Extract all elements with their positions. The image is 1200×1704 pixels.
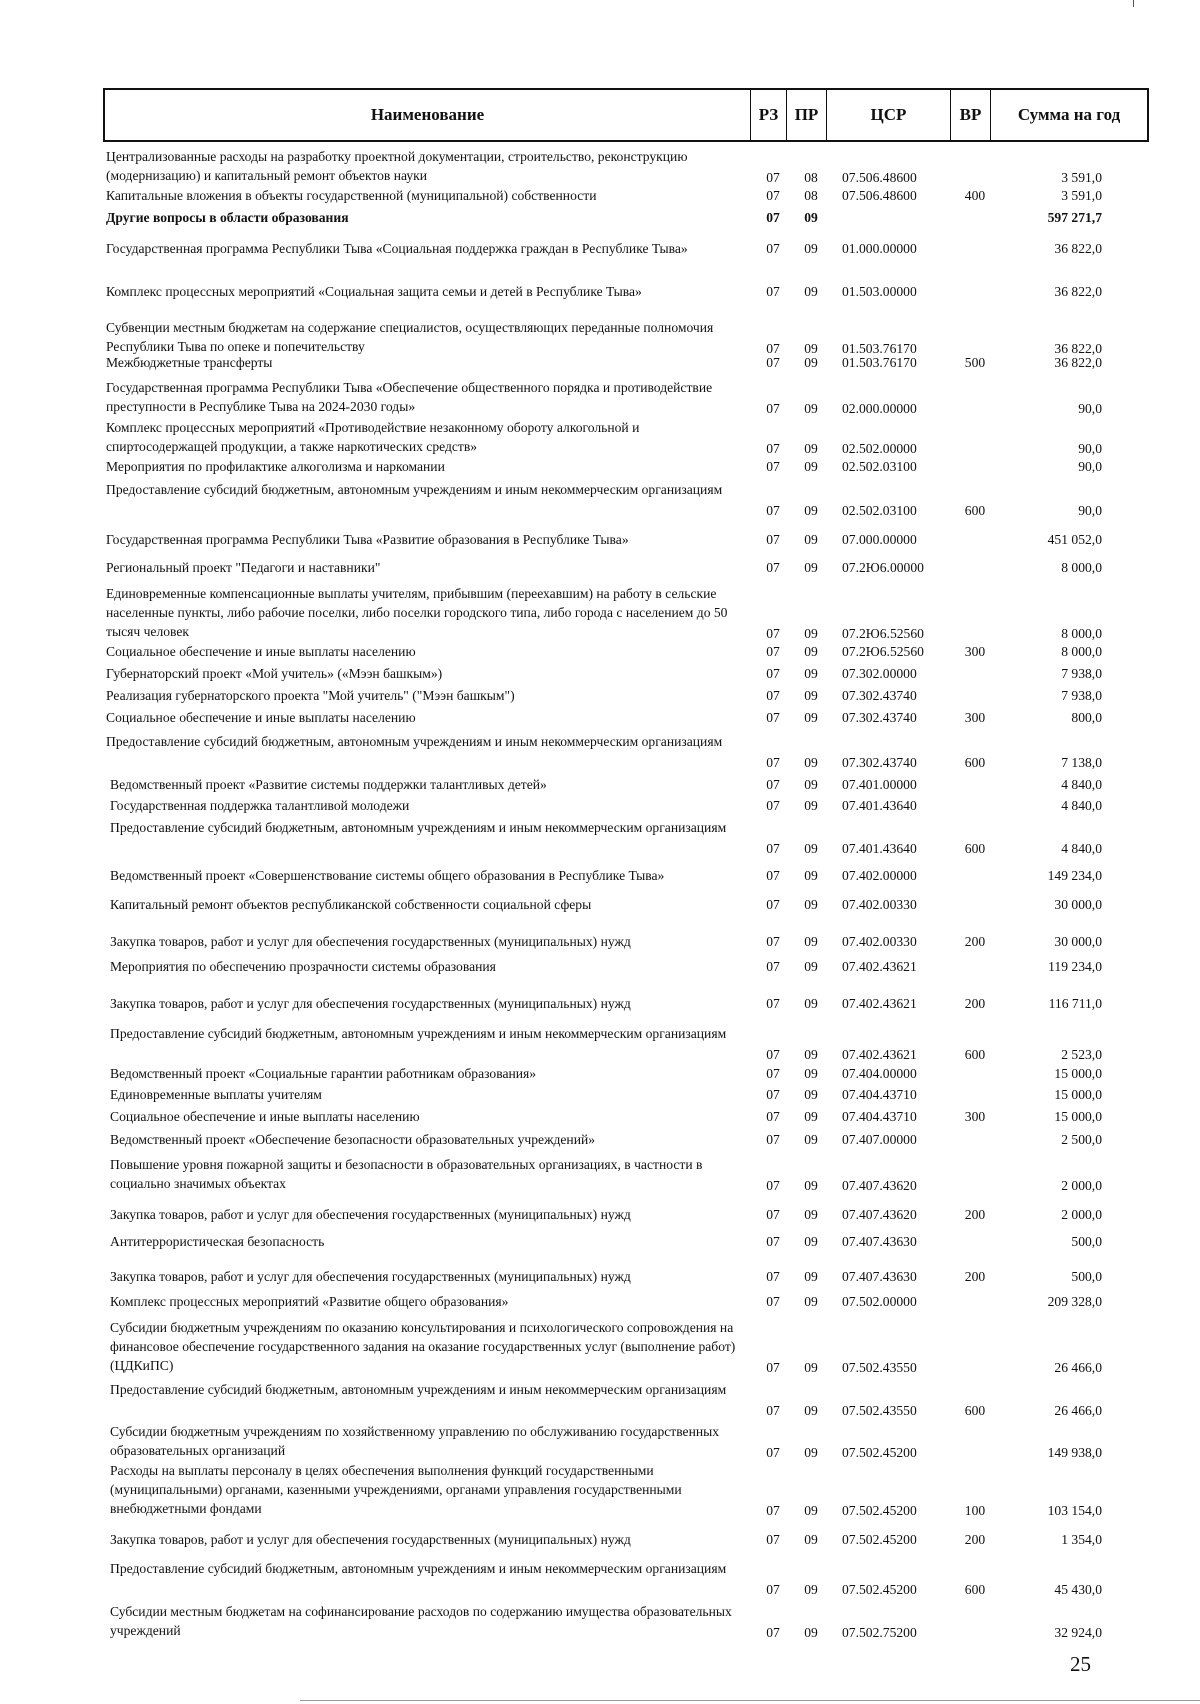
header-vr: ВР bbox=[951, 90, 991, 140]
row-sum: 209 328,0 bbox=[1047, 1294, 1102, 1309]
row-csr: 07.502.45200 bbox=[842, 1503, 917, 1518]
table-row bbox=[0, 1292, 1200, 1311]
row-csr: 07.401.00000 bbox=[842, 777, 917, 792]
row-name: Субсидии бюджетным учреждениям по хозяйственному управлению по обслуживанию государственных образовательных организаций bbox=[110, 1424, 720, 1458]
row-pr: 09 bbox=[804, 897, 818, 912]
row-pr: 09 bbox=[804, 1087, 818, 1102]
table-row bbox=[0, 1318, 1200, 1375]
row-csr: 07.502.00000 bbox=[842, 1294, 917, 1309]
row-name: Комплекс процессных мероприятий «Противодействие незаконному обороту алкогольной и спиртосодержащей продукции, а также наркотических средств» bbox=[106, 420, 640, 454]
row-vr: 200 bbox=[964, 1532, 986, 1547]
row-csr: 07.502.43550 bbox=[842, 1403, 917, 1418]
table-row bbox=[0, 1064, 1200, 1083]
row-pr: 09 bbox=[804, 1582, 818, 1597]
row-csr: 07.402.00330 bbox=[842, 897, 917, 912]
row-sum: 2 500,0 bbox=[1061, 1132, 1102, 1147]
table-row bbox=[0, 932, 1200, 951]
row-pr: 09 bbox=[804, 503, 818, 518]
row-pr: 09 bbox=[804, 1109, 818, 1124]
row-pr: 09 bbox=[804, 666, 818, 681]
header-name: Наименование bbox=[105, 90, 751, 140]
row-name: Предоставление субсидий бюджетным, автономным учреждениям и иным некоммерческим организациям bbox=[106, 482, 723, 497]
table-row bbox=[0, 186, 1200, 205]
row-rz: 07 bbox=[766, 1403, 780, 1418]
table-row bbox=[0, 775, 1200, 794]
header-sum: Сумма на год bbox=[1017, 105, 1121, 124]
row-name: Комплекс процессных мероприятий «Развитие общего образования» bbox=[110, 1294, 509, 1309]
row-sum: 15 000,0 bbox=[1054, 1109, 1102, 1124]
row-csr: 07.402.00330 bbox=[842, 934, 917, 949]
row-name: Закупка товаров, работ и услуг для обеспечения государственных (муниципальных) нужд bbox=[110, 996, 631, 1011]
row-sum: 116 711,0 bbox=[1048, 996, 1102, 1011]
row-sum: 8 000,0 bbox=[1061, 626, 1102, 641]
row-pr: 09 bbox=[804, 644, 818, 659]
row-vr: 600 bbox=[964, 755, 986, 770]
table-row bbox=[0, 1024, 1200, 1062]
row-sum: 500,0 bbox=[1071, 1269, 1102, 1284]
row-sum: 149 234,0 bbox=[1047, 868, 1102, 883]
row-pr: 09 bbox=[804, 688, 818, 703]
row-name: Предоставление субсидий бюджетным, автономным учреждениям и иным некоммерческим организациям bbox=[110, 1026, 727, 1041]
table-row bbox=[0, 480, 1200, 518]
row-rz: 07 bbox=[766, 934, 780, 949]
row-csr: 07.302.43740 bbox=[842, 755, 917, 770]
row-rz: 07 bbox=[766, 710, 780, 725]
row-name: Предоставление субсидий бюджетным, автономным учреждениям и иным некоммерческим организациям bbox=[106, 734, 723, 749]
row-rz: 07 bbox=[766, 1234, 780, 1249]
row-rz: 07 bbox=[766, 284, 780, 299]
row-name: Региональный проект "Педагоги и наставники" bbox=[106, 560, 381, 575]
row-csr: 07.402.43621 bbox=[842, 1047, 917, 1062]
table-row bbox=[0, 686, 1200, 705]
row-rz: 07 bbox=[766, 798, 780, 813]
row-csr: 07.502.43550 bbox=[842, 1360, 917, 1375]
row-name: Закупка товаров, работ и услуг для обеспечения государственных (муниципальных) нужд bbox=[110, 934, 631, 949]
row-name: Ведомственный проект «Социальные гарантии работникам образования» bbox=[110, 1066, 537, 1081]
row-sum: 7 138,0 bbox=[1061, 755, 1102, 770]
row-pr: 09 bbox=[804, 1066, 818, 1081]
table-row bbox=[0, 1130, 1200, 1149]
row-csr: 07.401.43640 bbox=[842, 841, 917, 856]
row-csr: 01.503.76170 bbox=[842, 355, 917, 370]
table-row bbox=[0, 353, 1200, 372]
row-vr: 100 bbox=[964, 1503, 986, 1518]
row-csr: 07.407.43620 bbox=[842, 1178, 917, 1193]
row-csr: 07.407.00000 bbox=[842, 1132, 917, 1147]
table-row bbox=[0, 895, 1200, 914]
row-csr: 07.402.43621 bbox=[842, 959, 917, 974]
row-rz: 07 bbox=[766, 1294, 780, 1309]
row-sum: 1 354,0 bbox=[1061, 1532, 1102, 1547]
table-row bbox=[0, 584, 1200, 641]
row-csr: 07.502.45200 bbox=[842, 1582, 917, 1597]
row-name: Социальное обеспечение и иные выплаты населению bbox=[110, 1109, 420, 1124]
row-sum: 90,0 bbox=[1078, 459, 1102, 474]
row-pr: 09 bbox=[804, 459, 818, 474]
row-csr: 07.502.45200 bbox=[842, 1532, 917, 1547]
row-sum: 500,0 bbox=[1071, 1234, 1102, 1249]
row-pr: 08 bbox=[804, 188, 818, 203]
row-name: Капитальные вложения в объекты государственной (муниципальной) собственности bbox=[106, 188, 597, 203]
row-sum: 36 822,0 bbox=[1054, 341, 1102, 356]
row-csr: 01.503.76170 bbox=[842, 341, 917, 356]
row-rz: 07 bbox=[766, 441, 780, 456]
row-sum: 2 523,0 bbox=[1061, 1047, 1102, 1062]
row-pr: 09 bbox=[804, 1625, 818, 1640]
row-csr: 07.407.43630 bbox=[842, 1234, 917, 1249]
row-rz: 07 bbox=[766, 1582, 780, 1597]
row-csr: 02.502.00000 bbox=[842, 441, 917, 456]
row-csr: 07.302.43740 bbox=[842, 710, 917, 725]
row-name: Мероприятия по обеспечению прозрачности системы образования bbox=[110, 959, 496, 974]
row-pr: 09 bbox=[804, 284, 818, 299]
row-pr: 09 bbox=[804, 532, 818, 547]
row-pr: 09 bbox=[804, 1132, 818, 1147]
row-name: Другие вопросы в области образования bbox=[106, 210, 349, 225]
header-pr: ПР bbox=[787, 90, 827, 140]
row-rz: 07 bbox=[766, 341, 780, 356]
row-sum: 90,0 bbox=[1078, 441, 1102, 456]
row-vr: 600 bbox=[964, 1047, 986, 1062]
row-name: Повышение уровня пожарной защиты и безопасности в образовательных организациях, в частности в социально значимых объектах bbox=[110, 1157, 703, 1191]
row-name: Межбюджетные трансферты bbox=[106, 355, 273, 370]
table-row bbox=[0, 1380, 1200, 1418]
row-sum: 15 000,0 bbox=[1054, 1087, 1102, 1102]
row-vr: 300 bbox=[964, 710, 986, 725]
row-pr: 09 bbox=[804, 355, 818, 370]
row-rz: 07 bbox=[766, 1178, 780, 1193]
row-rz: 07 bbox=[766, 868, 780, 883]
footer-line bbox=[300, 1700, 1200, 1701]
row-name: Расходы на выплаты персоналу в целях обеспечения выполнения функций государственными (муниципальными) органами, казенными учреждениями, органами управления государственными внебюджетными фондами bbox=[110, 1463, 682, 1516]
row-pr: 09 bbox=[804, 1532, 818, 1547]
row-rz: 07 bbox=[766, 532, 780, 547]
row-name: Комплекс процессных мероприятий «Социальная защита семьи и детей в Республике Тыва» bbox=[106, 284, 642, 299]
table-row bbox=[0, 530, 1200, 549]
row-sum: 597 271,7 bbox=[1047, 210, 1102, 225]
row-rz: 07 bbox=[766, 959, 780, 974]
row-sum: 7 938,0 bbox=[1061, 666, 1102, 681]
table-row bbox=[0, 1107, 1200, 1126]
row-name: Единовременные компенсационные выплаты учителям, прибывшим (переехавшим) на работу в сельские населенные пункты, либо рабочие поселки, либо поселки городского типа, либо города с населением до 50 тысяч человек bbox=[106, 586, 728, 639]
table-row bbox=[0, 664, 1200, 683]
row-csr: 07.404.43710 bbox=[842, 1109, 917, 1124]
row-rz: 07 bbox=[766, 401, 780, 416]
row-csr: 07.502.75200 bbox=[842, 1625, 917, 1640]
table-row bbox=[0, 1602, 1200, 1640]
row-rz: 07 bbox=[766, 1207, 780, 1222]
row-rz: 07 bbox=[766, 560, 780, 575]
row-rz: 07 bbox=[766, 626, 780, 641]
table-row bbox=[0, 1530, 1200, 1549]
row-name: Губернаторский проект «Мой учитель» («Мээн башкым») bbox=[106, 666, 443, 681]
table-row bbox=[0, 418, 1200, 456]
row-sum: 7 938,0 bbox=[1061, 688, 1102, 703]
table-row bbox=[0, 1085, 1200, 1104]
row-rz: 07 bbox=[766, 1503, 780, 1518]
row-name: Реализация губернаторского проекта "Мой учитель" ("Мээн башкым") bbox=[106, 688, 515, 703]
row-csr: 01.000.00000 bbox=[842, 241, 917, 256]
row-sum: 119 234,0 bbox=[1048, 959, 1102, 974]
row-csr: 07.402.00000 bbox=[842, 868, 917, 883]
row-sum: 3 591,0 bbox=[1061, 170, 1102, 185]
row-csr: 07.407.43620 bbox=[842, 1207, 917, 1222]
row-pr: 09 bbox=[804, 798, 818, 813]
row-sum: 2 000,0 bbox=[1061, 1207, 1102, 1222]
row-sum: 90,0 bbox=[1078, 401, 1102, 416]
row-sum: 36 822,0 bbox=[1054, 355, 1102, 370]
row-name: Субвенции местным бюджетам на содержание специалистов, осуществляющих переданные полномочия Республики Тыва по опеке и попечительству bbox=[106, 320, 714, 354]
row-csr: 02.502.03100 bbox=[842, 459, 917, 474]
row-vr: 600 bbox=[964, 841, 986, 856]
row-sum: 8 000,0 bbox=[1061, 560, 1102, 575]
row-rz: 07 bbox=[766, 188, 780, 203]
row-pr: 09 bbox=[804, 1360, 818, 1375]
row-name: Закупка товаров, работ и услуг для обеспечения государственных (муниципальных) нужд bbox=[110, 1207, 631, 1222]
header-rz: РЗ bbox=[751, 90, 787, 140]
row-rz: 07 bbox=[766, 1109, 780, 1124]
row-pr: 09 bbox=[804, 1269, 818, 1284]
row-name: Субсидии местным бюджетам на софинансирование расходов по содержанию имущества образовательных учреждений bbox=[110, 1604, 732, 1638]
row-sum: 26 466,0 bbox=[1054, 1403, 1102, 1418]
row-sum: 36 822,0 bbox=[1054, 284, 1102, 299]
table-row bbox=[0, 796, 1200, 815]
row-vr: 600 bbox=[964, 1582, 986, 1597]
row-name: Закупка товаров, работ и услуг для обеспечения государственных (муниципальных) нужд bbox=[110, 1532, 631, 1547]
row-pr: 09 bbox=[804, 626, 818, 641]
table-row bbox=[0, 1422, 1200, 1460]
row-name: Ведомственный проект «Обеспечение безопасности образовательных учреждений» bbox=[110, 1132, 596, 1147]
row-sum: 4 840,0 bbox=[1061, 777, 1102, 792]
row-rz: 07 bbox=[766, 1269, 780, 1284]
row-csr: 02.502.03100 bbox=[842, 503, 917, 518]
row-name: Закупка товаров, работ и услуг для обеспечения государственных (муниципальных) нужд bbox=[110, 1269, 631, 1284]
row-pr: 08 bbox=[804, 170, 818, 185]
row-csr: 07.401.43640 bbox=[842, 798, 917, 813]
row-rz: 07 bbox=[766, 1132, 780, 1147]
row-pr: 09 bbox=[804, 441, 818, 456]
row-name: Ведомственный проект «Развитие системы поддержки талантливых детей» bbox=[110, 777, 547, 792]
row-sum: 4 840,0 bbox=[1061, 798, 1102, 813]
row-rz: 07 bbox=[766, 666, 780, 681]
row-csr: 02.000.00000 bbox=[842, 401, 917, 416]
row-rz: 07 bbox=[766, 1532, 780, 1547]
row-pr: 09 bbox=[804, 755, 818, 770]
row-vr: 500 bbox=[964, 355, 986, 370]
table-row bbox=[0, 282, 1200, 301]
table-row bbox=[0, 457, 1200, 476]
row-vr: 200 bbox=[964, 1269, 986, 1284]
table-row bbox=[0, 318, 1200, 356]
row-rz: 07 bbox=[766, 841, 780, 856]
row-rz: 07 bbox=[766, 241, 780, 256]
row-sum: 3 591,0 bbox=[1061, 188, 1102, 203]
row-sum: 15 000,0 bbox=[1054, 1066, 1102, 1081]
page-number: 25 bbox=[1070, 1652, 1091, 1676]
row-sum: 30 000,0 bbox=[1054, 934, 1102, 949]
row-csr: 07.000.00000 bbox=[842, 532, 917, 547]
scan-mark bbox=[1133, 0, 1134, 7]
table-row bbox=[0, 1205, 1200, 1224]
row-pr: 09 bbox=[804, 1234, 818, 1249]
row-name: Мероприятия по профилактике алкоголизма и наркомании bbox=[106, 459, 445, 474]
row-vr: 200 bbox=[964, 1207, 986, 1222]
row-pr: 09 bbox=[804, 210, 818, 225]
row-name: Ведомственный проект «Совершенствование системы общего образования в Республике Тыва» bbox=[110, 868, 665, 883]
row-csr: 07.404.43710 bbox=[842, 1087, 917, 1102]
row-pr: 09 bbox=[804, 1503, 818, 1518]
row-sum: 90,0 bbox=[1078, 503, 1102, 518]
table-row bbox=[0, 957, 1200, 976]
row-name: Государственная поддержка талантливой молодежи bbox=[110, 798, 410, 813]
table-row bbox=[0, 994, 1200, 1013]
table-row bbox=[0, 208, 1200, 227]
table-row bbox=[0, 866, 1200, 885]
row-sum: 451 052,0 bbox=[1047, 532, 1102, 547]
row-pr: 09 bbox=[804, 241, 818, 256]
row-rz: 07 bbox=[766, 688, 780, 703]
row-pr: 09 bbox=[804, 959, 818, 974]
row-rz: 07 bbox=[766, 1625, 780, 1640]
table-row bbox=[0, 818, 1200, 856]
row-name: Предоставление субсидий бюджетным, автономным учреждениям и иным некоммерческим организациям bbox=[110, 1382, 727, 1397]
row-rz: 07 bbox=[766, 210, 780, 225]
row-sum: 30 000,0 bbox=[1054, 897, 1102, 912]
row-vr: 400 bbox=[964, 188, 986, 203]
row-name: Государственная программа Республики Тыва «Развитие образования в Республике Тыва» bbox=[106, 532, 629, 547]
row-name: Предоставление субсидий бюджетным, автономным учреждениям и иным некоммерческим организациям bbox=[110, 820, 727, 835]
row-name: Капитальный ремонт объектов республиканской собственности социальной сферы bbox=[110, 897, 592, 912]
row-rz: 07 bbox=[766, 170, 780, 185]
row-name: Единовременные выплаты учителям bbox=[110, 1087, 322, 1102]
row-pr: 09 bbox=[804, 1178, 818, 1193]
row-csr: 07.506.48600 bbox=[842, 188, 917, 203]
row-pr: 09 bbox=[804, 841, 818, 856]
row-rz: 07 bbox=[766, 644, 780, 659]
row-pr: 09 bbox=[804, 934, 818, 949]
header-csr: ЦСР bbox=[827, 90, 951, 140]
row-vr: 300 bbox=[964, 1109, 986, 1124]
table-row bbox=[0, 147, 1200, 185]
row-name: Предоставление субсидий бюджетным, автономным учреждениям и иным некоммерческим организациям bbox=[110, 1561, 727, 1576]
row-pr: 09 bbox=[804, 1445, 818, 1460]
row-csr: 07.2Ю6.00000 bbox=[842, 560, 924, 575]
row-csr: 07.402.43621 bbox=[842, 996, 917, 1011]
row-sum: 36 822,0 bbox=[1054, 241, 1102, 256]
row-rz: 07 bbox=[766, 897, 780, 912]
row-csr: 07.502.45200 bbox=[842, 1445, 917, 1460]
table-row bbox=[0, 732, 1200, 770]
table-row bbox=[0, 1155, 1200, 1193]
row-pr: 09 bbox=[804, 341, 818, 356]
table-header bbox=[103, 88, 1149, 142]
row-name: Социальное обеспечение и иные выплаты населению bbox=[106, 644, 416, 659]
row-rz: 07 bbox=[766, 996, 780, 1011]
table-row bbox=[0, 239, 1200, 258]
row-pr: 09 bbox=[804, 868, 818, 883]
table-row bbox=[0, 1461, 1200, 1518]
row-rz: 07 bbox=[766, 503, 780, 518]
row-pr: 09 bbox=[804, 1294, 818, 1309]
table-row bbox=[0, 1559, 1200, 1597]
row-name: Государственная программа Республики Тыва «Социальная поддержка граждан в Республике Тыва» bbox=[106, 241, 688, 256]
row-name: Субсидии бюджетным учреждениям по оказанию консультирования и психологического сопровождения на финансовое обеспечение государственного задания на оказание государственных услуг (выполнение работ) (ЦДКиПС) bbox=[110, 1320, 736, 1373]
row-pr: 09 bbox=[804, 560, 818, 575]
row-pr: 09 bbox=[804, 1207, 818, 1222]
row-vr: 600 bbox=[964, 1403, 986, 1418]
row-pr: 09 bbox=[804, 710, 818, 725]
row-sum: 103 154,0 bbox=[1047, 1503, 1102, 1518]
row-name: Социальное обеспечение и иные выплаты населению bbox=[106, 710, 416, 725]
row-vr: 600 bbox=[964, 503, 986, 518]
table-row bbox=[0, 1232, 1200, 1251]
row-csr: 07.302.43740 bbox=[842, 688, 917, 703]
row-rz: 07 bbox=[766, 1360, 780, 1375]
row-csr: 07.506.48600 bbox=[842, 170, 917, 185]
row-csr: 07.407.43630 bbox=[842, 1269, 917, 1284]
row-csr: 07.2Ю6.52560 bbox=[842, 644, 924, 659]
row-name: Централизованные расходы на разработку проектной документации, строительство, реконструкцию (модернизацию) и капитальный ремонт объектов науки bbox=[106, 149, 688, 183]
row-csr: 07.302.00000 bbox=[842, 666, 917, 681]
row-rz: 07 bbox=[766, 459, 780, 474]
row-rz: 07 bbox=[766, 1445, 780, 1460]
row-pr: 09 bbox=[804, 401, 818, 416]
row-rz: 07 bbox=[766, 1087, 780, 1102]
row-rz: 07 bbox=[766, 355, 780, 370]
row-rz: 07 bbox=[766, 755, 780, 770]
row-sum: 4 840,0 bbox=[1061, 841, 1102, 856]
row-vr: 200 bbox=[964, 934, 986, 949]
row-rz: 07 bbox=[766, 1066, 780, 1081]
table-row bbox=[0, 378, 1200, 416]
row-sum: 8 000,0 bbox=[1061, 644, 1102, 659]
row-name: Государственная программа Республики Тыва «Обеспечение общественного порядка и противодействие преступности в Республике Тыва на 2024-2030 годы» bbox=[106, 380, 713, 414]
row-sum: 26 466,0 bbox=[1054, 1360, 1102, 1375]
row-name: Антитеррористическая безопасность bbox=[110, 1234, 325, 1249]
row-rz: 07 bbox=[766, 777, 780, 792]
table-row bbox=[0, 708, 1200, 727]
row-rz: 07 bbox=[766, 1047, 780, 1062]
row-csr: 07.404.00000 bbox=[842, 1066, 917, 1081]
row-sum: 2 000,0 bbox=[1061, 1178, 1102, 1193]
row-pr: 09 bbox=[804, 1403, 818, 1418]
table-row bbox=[0, 1267, 1200, 1286]
row-vr: 300 bbox=[964, 644, 986, 659]
row-pr: 09 bbox=[804, 777, 818, 792]
row-vr: 200 bbox=[964, 996, 986, 1011]
row-sum: 149 938,0 bbox=[1047, 1445, 1102, 1460]
row-csr: 01.503.00000 bbox=[842, 284, 917, 299]
row-pr: 09 bbox=[804, 996, 818, 1011]
table-row bbox=[0, 558, 1200, 577]
row-csr: 07.2Ю6.52560 bbox=[842, 626, 924, 641]
row-pr: 09 bbox=[804, 1047, 818, 1062]
row-sum: 32 924,0 bbox=[1054, 1625, 1102, 1640]
table-row bbox=[0, 642, 1200, 661]
row-sum: 800,0 bbox=[1071, 710, 1102, 725]
row-sum: 45 430,0 bbox=[1054, 1582, 1102, 1597]
